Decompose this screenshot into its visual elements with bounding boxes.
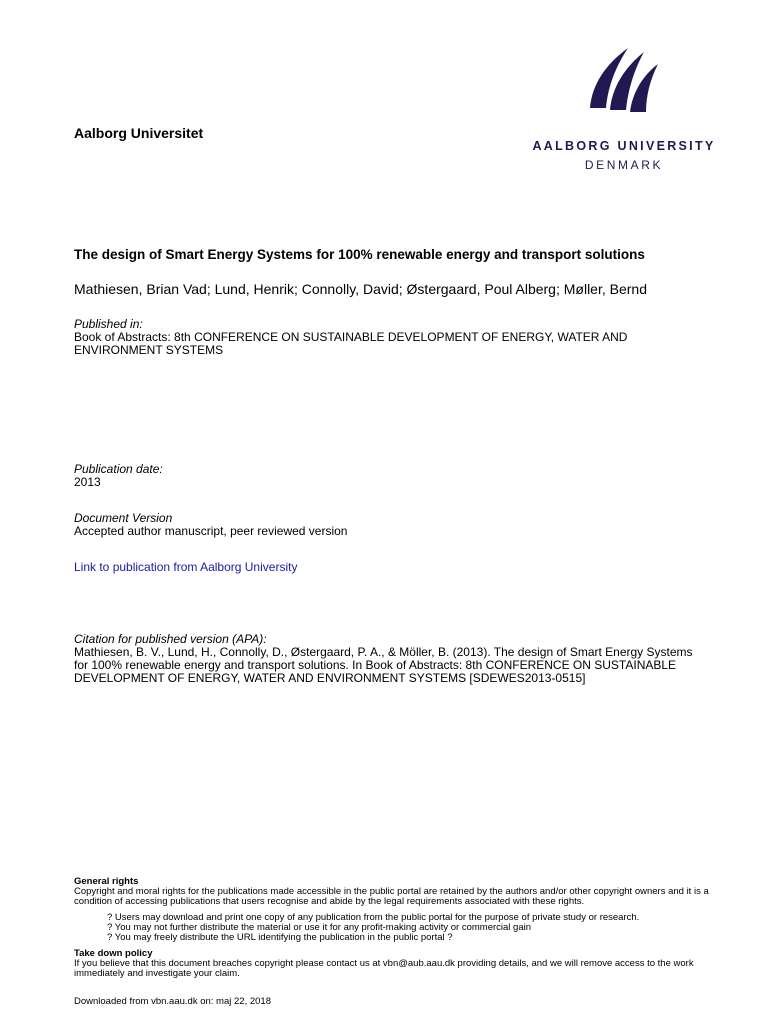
published-in-value: Book of Abstracts: 8th CONFERENCE ON SUSTAINABLE DEVELOPMENT OF ENERGY, WATER AND ENVIRONMENT SYSTEMS: [74, 330, 628, 357]
publication-title: The design of Smart Energy Systems for 100% renewable energy and transport solutions: [74, 247, 645, 262]
general-rights-heading: General rights: [74, 876, 139, 887]
publication-authors: Mathiesen, Brian Vad; Lund, Henrik; Connolly, David; Østergaard, Poul Alberg; Møller, Bernd: [74, 281, 647, 297]
document-version-section: [74, 512, 347, 538]
published-in-section: [74, 318, 694, 357]
citation-section: [74, 633, 694, 685]
publication-date-label: Publication date:: [74, 462, 163, 476]
general-rights-list: [74, 913, 722, 943]
rights-item-private-study: ? Users may download and print one copy of any publication from the public portal for the purpose of private study or research.: [107, 912, 640, 923]
aalborg-university-logo: [524, 42, 724, 174]
publication-date-section: [74, 463, 163, 489]
general-rights-section: [74, 877, 722, 943]
rights-item-url-sharing: ? You may freely distribute the URL identifying the publication in the public portal ?: [107, 932, 453, 943]
publication-date-value: 2013: [74, 475, 101, 489]
published-in-label: Published in:: [74, 317, 143, 331]
download-info: Downloaded from vbn.aau.dk on: maj 22, 2018: [74, 996, 271, 1007]
logo-country: DENMARK: [584, 158, 664, 172]
citation-value: Mathiesen, B. V., Lund, H., Connolly, D., Østergaard, P. A., & Möller, B. (2013). The design of Smart Energy Systems for 100% renewable energy and transport solutions. In Book of Abstracts: 8th CONFERENCE ON SUSTAINABLE DEVELOPMENT OF ENERGY, WATER AND ENVIRONMENT SYSTEMS [SDEWES2013-0515]: [74, 645, 693, 685]
institution-name: Aalborg Universitet: [74, 125, 204, 141]
takedown-heading: Take down policy: [74, 948, 153, 959]
takedown-section: [74, 949, 722, 979]
logo-university-name: AALBORG UNIVERSITY: [532, 139, 716, 153]
aalborg-wave-emblem-icon: [584, 42, 664, 122]
citation-label: Citation for published version (APA):: [74, 632, 267, 646]
publication-link[interactable]: Link to publication from Aalborg University: [74, 560, 298, 574]
document-version-label: Document Version: [74, 511, 173, 525]
rights-item-no-distribution: ? You may not further distribute the material or use it for any profit-making activity or commercial gain: [107, 922, 531, 933]
general-rights-text: Copyright and moral rights for the publications made accessible in the public portal are retained by the authors and/or other copyright owners and it is a condition of accessing publications that users recognise and abide by the legal requirements associated with these rights.: [74, 886, 709, 907]
takedown-text: If you believe that this document breaches copyright please contact us at vbn@aub.aau.dk providing details, and we will remove access to the work immediately and investigate your claim.: [74, 958, 694, 979]
document-version-value: Accepted author manuscript, peer reviewed version: [74, 524, 348, 538]
